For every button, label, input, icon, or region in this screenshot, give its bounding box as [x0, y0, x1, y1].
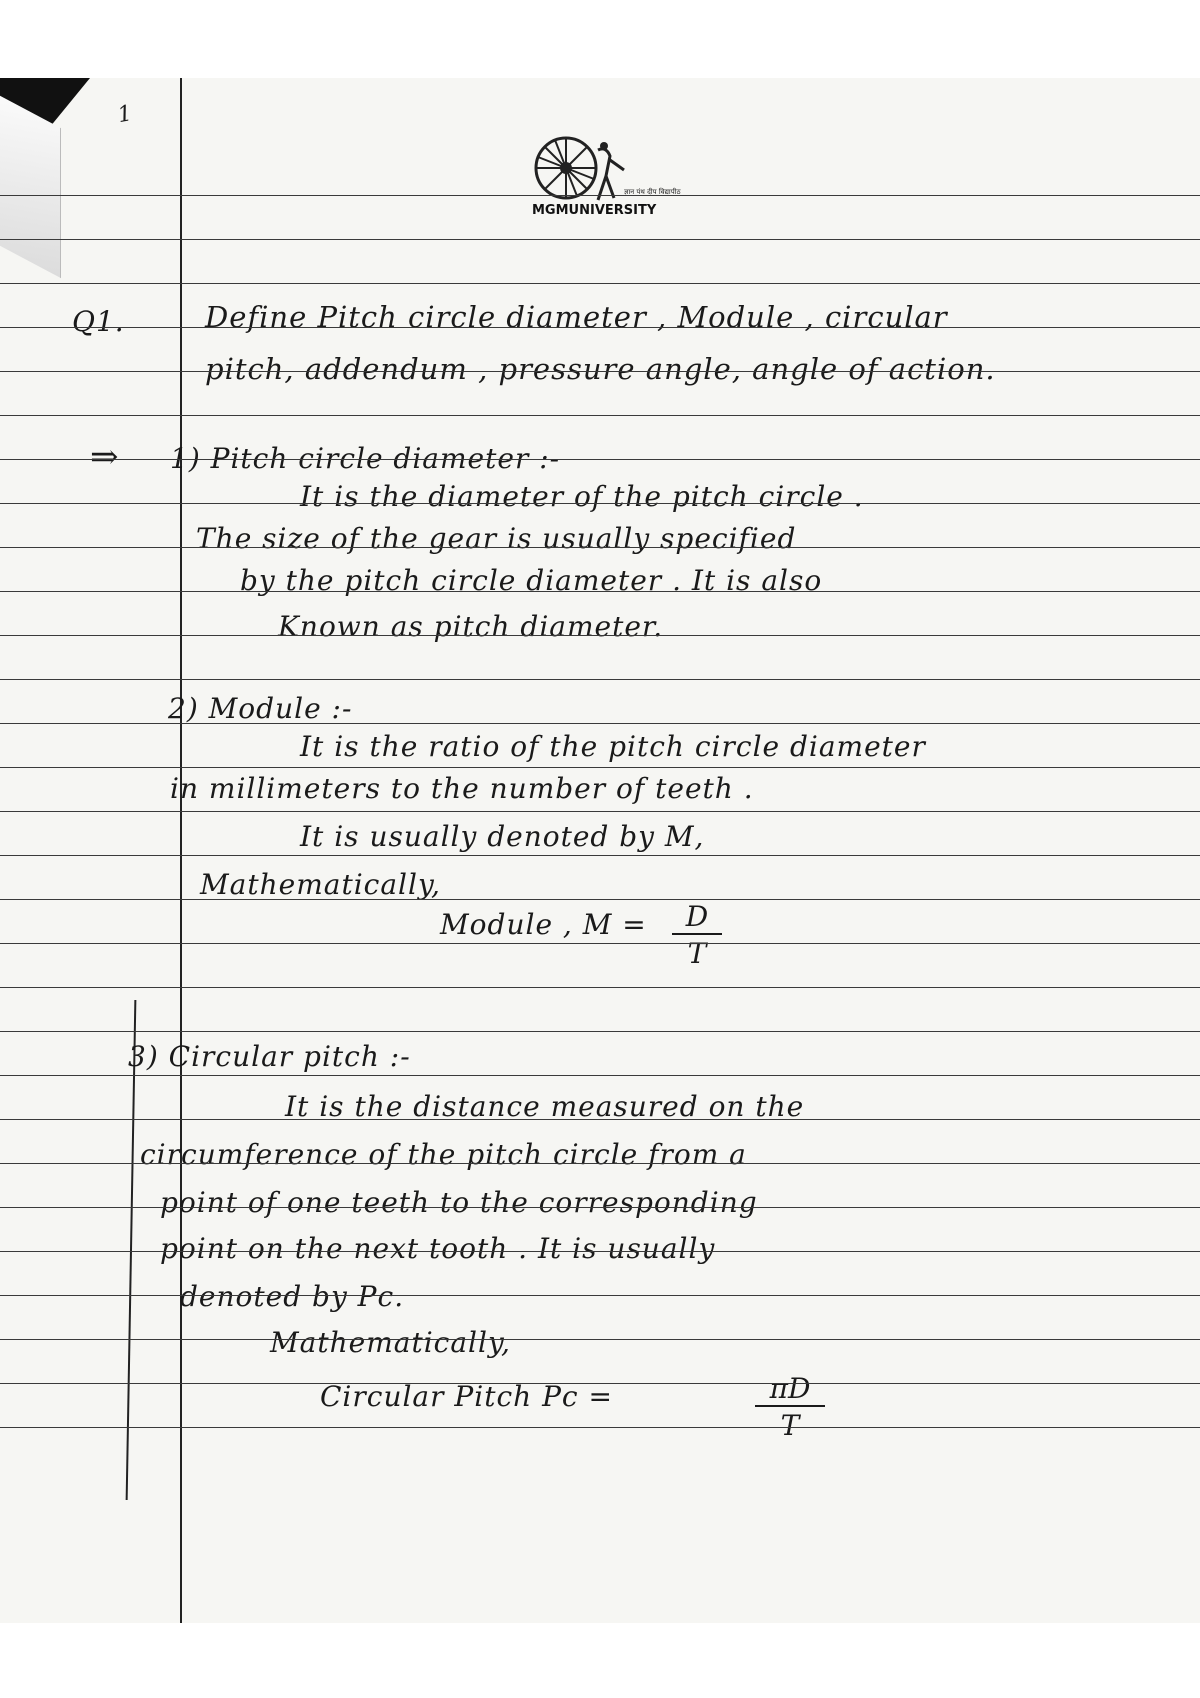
section-3-line-3: point of one teeth to the corresponding [160, 1186, 758, 1219]
section-1-line-3: by the pitch circle diameter . It is also [240, 564, 823, 597]
circular-pitch-formula-denominator: T [780, 1409, 800, 1442]
module-formula-label: Module , M = [440, 908, 647, 941]
ruled-line [0, 811, 1200, 812]
ruled-line [0, 1207, 1200, 1208]
section-2-line-2: in millimeters to the number of teeth . [170, 772, 754, 805]
section-2-heading: 2) Module :- [168, 692, 353, 725]
ruled-line [0, 591, 1200, 592]
circular-pitch-formula-label: Circular Pitch Pc = [320, 1380, 613, 1413]
ruled-line [0, 899, 1200, 900]
ruled-line [0, 503, 1200, 504]
logo-subtext: ज्ञान पंथ दीप विद्यापीठ [624, 188, 681, 196]
ruled-line [0, 943, 1200, 944]
section-2-line-4: Mathematically, [200, 868, 441, 901]
ruled-line [0, 635, 1200, 636]
ruled-line [0, 1163, 1200, 1164]
section-2-line-3: It is usually denoted by M, [300, 820, 705, 853]
ruled-line [0, 723, 1200, 724]
ruled-line [0, 1251, 1200, 1252]
section-3-line-1: It is the distance measured on the [285, 1090, 805, 1123]
circular-pitch-formula-numerator: πD [755, 1372, 825, 1407]
ruled-line [0, 1031, 1200, 1032]
ruled-line [0, 1339, 1200, 1340]
ruled-line [0, 679, 1200, 680]
ruled-line [0, 1119, 1200, 1120]
ruled-line [0, 195, 1200, 196]
ruled-line [0, 1383, 1200, 1384]
ruled-line [0, 327, 1200, 328]
ruled-line [0, 767, 1200, 768]
section-3-heading: 3) Circular pitch :- [128, 1040, 411, 1073]
module-formula-fraction [672, 900, 722, 970]
section-3-line-2: circumference of the pitch circle from a [140, 1138, 747, 1171]
ruled-line [0, 1427, 1200, 1428]
ruled-line [0, 371, 1200, 372]
section-3-line-5: denoted by Pc. [180, 1280, 405, 1313]
margin-mark: 1 [115, 100, 135, 129]
ruled-line [0, 283, 1200, 284]
answer-arrow: ⇒ [90, 437, 120, 477]
section-3-line-4: point on the next tooth . It is usually [160, 1232, 716, 1265]
logo-text: MGMUNIVERSITY [532, 203, 657, 218]
folded-corner [0, 96, 61, 278]
section-1-heading: 1) Pitch circle diameter :- [170, 442, 561, 475]
section-2-line-1: It is the ratio of the pitch circle diameter [300, 730, 926, 763]
question-number: Q1. [72, 305, 125, 338]
section-1-line-4: Known as pitch diameter. [278, 610, 664, 643]
section-3-line-6: Mathematically, [270, 1326, 511, 1359]
module-formula-numerator: D [672, 900, 722, 935]
margin-line [180, 78, 182, 1623]
module-formula-denominator: T [687, 937, 707, 970]
ruled-line [0, 987, 1200, 988]
question-line-1: Define Pitch circle diameter , Module , circular [205, 300, 948, 334]
ruled-line [0, 415, 1200, 416]
ruled-line [0, 547, 1200, 548]
ruled-line [0, 1295, 1200, 1296]
ruled-line [0, 855, 1200, 856]
ruled-line [0, 239, 1200, 240]
ruled-line [0, 1075, 1200, 1076]
section-1-line-1: It is the diameter of the pitch circle . [300, 480, 864, 513]
mgm-university-logo [528, 130, 688, 230]
section-1-line-2: The size of the gear is usually specified [196, 522, 797, 555]
question-line-2: pitch, addendum , pressure angle, angle of action. [205, 352, 996, 386]
ruled-line [0, 459, 1200, 460]
